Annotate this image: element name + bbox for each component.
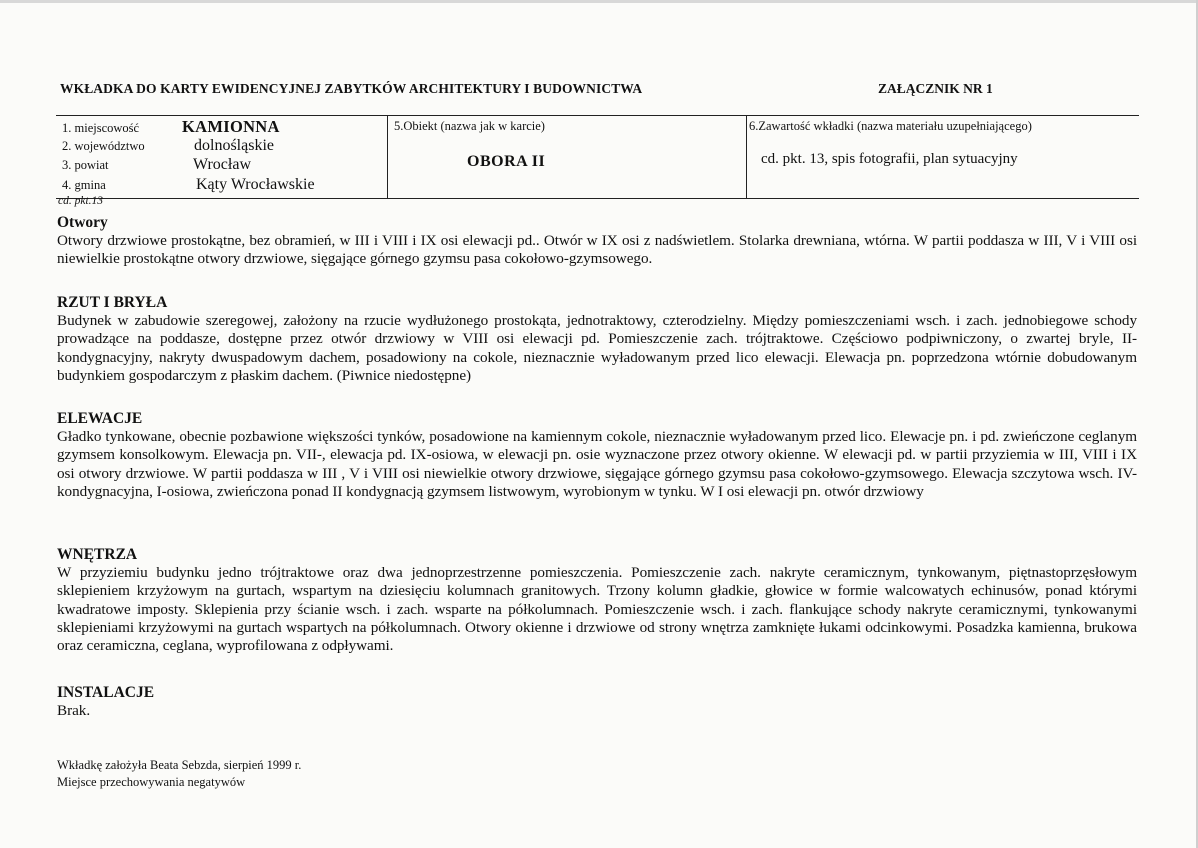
contents-text: cd. pkt. 13, spis fotografii, plan sytuacyjny xyxy=(761,151,1018,167)
section-installations xyxy=(57,684,1137,720)
location-value: dolnośląskie xyxy=(194,137,274,154)
scan-top-edge xyxy=(0,0,1198,3)
section-title: RZUT I BRYŁA xyxy=(57,294,168,311)
table-divider xyxy=(746,116,747,198)
contents-label: 6.Zawartość wkładki (nazwa materiału uzupełniającego) xyxy=(749,119,1032,133)
section-body: W przyziemiu budynku jedno trójtraktowe oraz dwa jednoprzestrzenne pomieszczenia. Pomieszczenie zach. nakryte ceramicznym, tynkowanym, piętnastoprzęsłowym sklepieniem krzyżowym na gurtach, wspartym na dziesięciu kolumnach granitowych. Trzony kolumn gładkie, głowice w formie walcowatych echinusów, ponad którymi kwadratowe imposty. Sklepienia przy ścianie wsch. i zach. wsparte na półkolumnach. Pomieszczenie wsch. i zach. flankujące schody nakryte ceramicznymi, tynkowanymi sklepieniami krzyżowymi na gurtach wspartych na półkolumnach. Otwory okienne i drzwiowe od strony wnętrza zamknięte łukami odcinkowymi. Posadzka kamienna, brukowa oraz ceramiczna, ceglana, wyprofilowana z odpływami. xyxy=(57,564,1137,655)
section-openings xyxy=(57,214,1137,269)
section-body: Budynek w zabudowie szeregowej, założony na rzucie wydłużonego prostokąta, jednotraktowy, czterodzielny. Między pomieszczeniami wsch. i zach. jednobiegowe schody prowadzące na poddasze, dostępne przez otwór drzwiowy w VIII osi elewacji pd. Pomieszczenie zach. trójtraktowe. Częściowo podpiwniczony, o zwartej bryle, II-kondygnacyjny, nakryty dwuspadowym dachem, posadowiony na cokole, nieznacznie wyładowanym przed lico elewacji. Elewacja pn. poprzedzona wtórnie dobudowanym budynkiem gospodarczym z płaskim dachem. (Piwnice niedostępne) xyxy=(57,312,1137,384)
location-label: 2. województwo xyxy=(62,139,145,153)
section-interiors xyxy=(57,546,1137,655)
location-value: KAMIONNA xyxy=(182,117,280,136)
section-title: ELEWACJE xyxy=(57,410,143,427)
section-plan-and-form xyxy=(57,294,1137,385)
location-label: 1. miejscowość xyxy=(62,121,140,135)
section-title: INSTALACJE xyxy=(57,684,155,701)
section-body: Otwory drzwiowe prostokątne, bez obramień, w III i VIII i IX osi elewacji pd.. Otwór w IX osi z nadświetlem. Stolarka drewniana, wtórna. W partii poddasza w III, V i VIII osi niewielkie prostokątne otwory drzwiowe, sięgające górnego gzymsu pasa cokołowo-gzymsowego. xyxy=(57,232,1137,268)
info-table xyxy=(56,115,1139,199)
location-label: 3. powiat xyxy=(62,158,109,172)
object-label: 5.Obiekt (nazwa jak w karcie) xyxy=(394,119,545,133)
negatives-location: Miejsce przechowywania negatywów xyxy=(57,775,246,789)
author-note: Wkładkę założyła Beata Sebzda, sierpień 1999 r. xyxy=(57,758,302,772)
location-row-commune xyxy=(62,176,315,194)
location-value: Wrocław xyxy=(193,156,251,173)
location-row-voivodeship xyxy=(62,137,274,155)
annex-number: ZAŁĄCZNIK NR 1 xyxy=(878,81,993,96)
table-divider xyxy=(387,116,388,198)
object-name: OBORA II xyxy=(467,153,546,170)
location-label: 4. gmina xyxy=(62,178,106,192)
document-title: WKŁADKA DO KARTY EWIDENCYJNEJ ZABYTKÓW ARCHITEKTURY I BUDOWNICTWA xyxy=(60,81,643,96)
section-elevations xyxy=(57,410,1137,501)
location-value: Kąty Wrocławskie xyxy=(196,176,315,193)
continuation-note: cd. pkt.13 xyxy=(58,195,104,207)
location-row-county xyxy=(62,156,251,174)
location-row-town xyxy=(62,117,280,137)
section-title: Otwory xyxy=(57,214,108,231)
section-body: Brak. xyxy=(57,702,91,719)
section-title: WNĘTRZA xyxy=(57,546,138,563)
section-body: Gładko tynkowane, obecnie pozbawione większości tynków, posadowione na kamiennym cokole, nieznacznie wyładowanym przed lico. Elewacje pn. i pd. zwieńczone ceglanym gzymsem konsolkowym. Elewacja pn. VII-, elewacja pd. IX-osiowa, w elewacji pn. osie wyznaczone przez otwory okienne. W elewacji pd. w partii przyziemia w III, VIII i IX osi otwory drzwiowe. W partii poddasza w III , V i VIII osi niewielkie otwory drzwiowe, sięgające górnego gzymsu pasa cokołowo-gzymsowego. Elewacja szczytowa wsch. IV-kondygnacyjna, I-osiowa, zwieńczona ponad II kondygnacją gzymsem listwowym, wyrobionym w tynku. W I osi elewacji pn. otwór drzwiowy xyxy=(57,428,1137,500)
